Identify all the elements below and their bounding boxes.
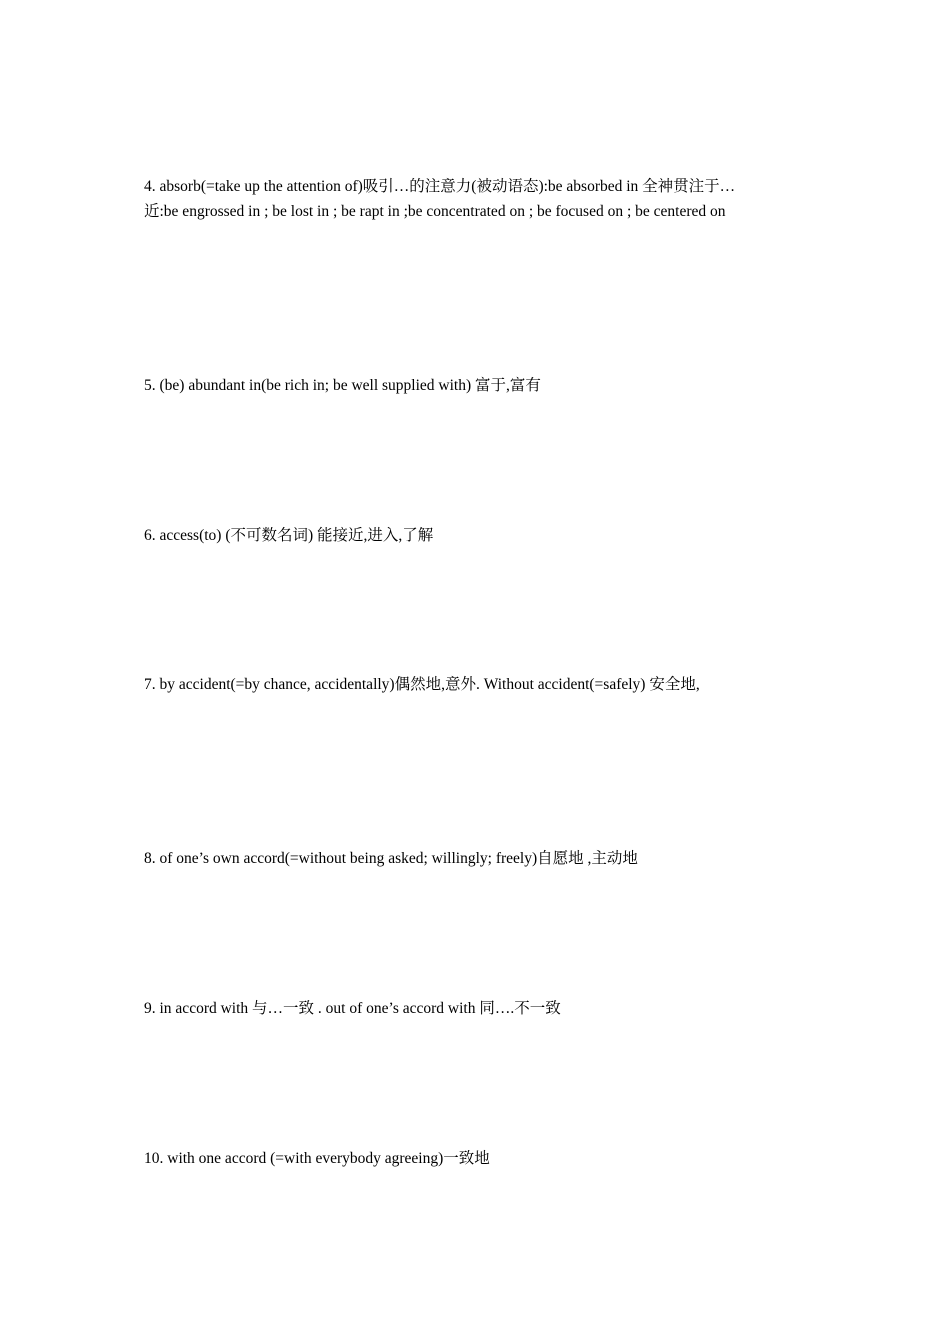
entry-of-ones-own-accord xyxy=(144,846,824,871)
entry-by-accident xyxy=(144,672,824,697)
entry-line: 8. of one’s own accord(=without being asked; willingly; freely)自愿地 ,主动地 xyxy=(144,850,638,867)
entry-abundant xyxy=(144,373,824,398)
entry-absorb xyxy=(144,174,824,224)
entry-line: 7. by accident(=by chance, accidentally)偶然地,意外. Without accident(=safely) 安全地, xyxy=(144,676,700,693)
entry-access xyxy=(144,523,824,548)
entry-line: 9. in accord with 与…一致 . out of one’s accord with 同….不一致 xyxy=(144,1000,561,1017)
entry-in-accord-with xyxy=(144,996,824,1021)
entry-with-one-accord xyxy=(144,1146,824,1171)
entry-line: 4. absorb(=take up the attention of)吸引…的注意力(被动语态):be absorbed in 全神贯注于… xyxy=(144,178,736,195)
entry-line: 近:be engrossed in ; be lost in ; be rapt in ;be concentrated on ; be focused on ; be centered on xyxy=(144,203,726,220)
entry-line: 5. (be) abundant in(be rich in; be well supplied with) 富于,富有 xyxy=(144,377,541,394)
entry-line: 10. with one accord (=with everybody agreeing)一致地 xyxy=(144,1150,490,1167)
entry-line: 6. access(to) (不可数名词) 能接近,进入,了解 xyxy=(144,527,434,544)
